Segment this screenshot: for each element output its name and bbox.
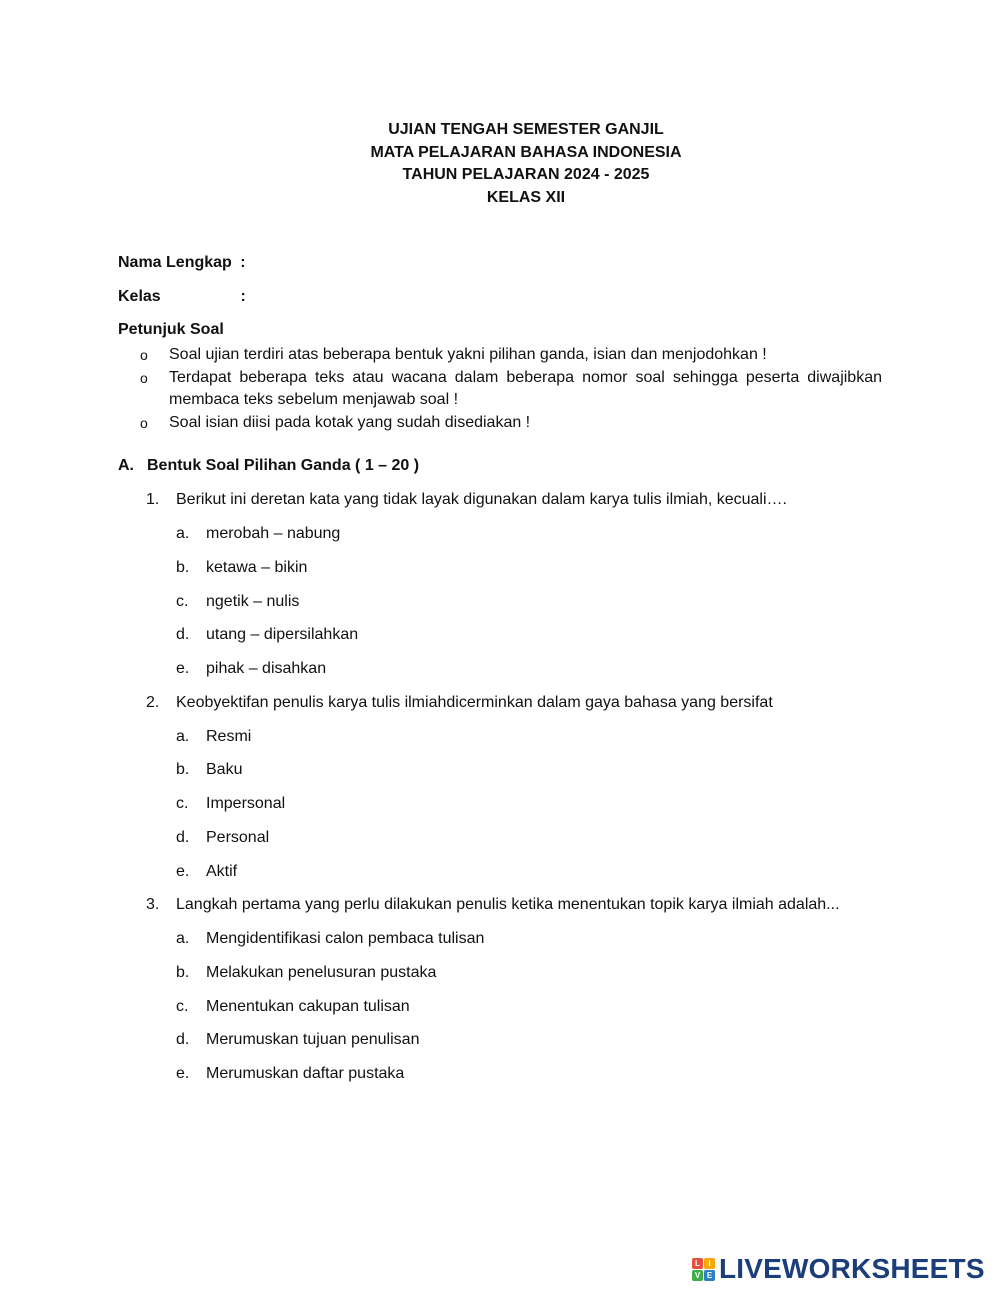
academic-year: TAHUN PELAJARAN 2024 - 2025 — [402, 166, 650, 183]
logo-tile: I — [704, 1258, 715, 1269]
q1-option-d[interactable]: d. utang – dipersilahkan — [176, 626, 359, 643]
q3-option-e[interactable]: e. Merumuskan daftar pustaka — [176, 1065, 405, 1082]
question-text: Langkah pertama yang perlu dilakukan penulis ketika menentukan topik karya ilmiah adalah... — [176, 896, 840, 913]
logo-tile: L — [692, 1258, 703, 1269]
bullet-marker: o — [140, 347, 148, 363]
class-label: Kelas — [118, 288, 161, 305]
q3-option-d[interactable]: d. Merumuskan tujuan penulisan — [176, 1031, 420, 1048]
class-field[interactable] — [118, 288, 246, 306]
logo-icon — [692, 1258, 715, 1281]
name-colon: : — [240, 254, 246, 271]
question-number: 1. — [146, 491, 160, 508]
instruction-item: o Soal isian diisi pada kotak yang sudah disediakan ! — [118, 412, 882, 435]
section-a-heading — [118, 457, 419, 475]
bullet-marker: o — [140, 414, 148, 431]
q1-option-c[interactable]: c. ngetik – nulis — [176, 593, 300, 610]
question-3 — [146, 896, 840, 914]
question-1 — [146, 491, 787, 509]
subject-title: MATA PELAJARAN BAHASA INDONESIA — [370, 143, 682, 161]
exam-header — [0, 119, 1000, 209]
section-title: Bentuk Soal Pilihan Ganda ( 1 – 20 ) — [147, 457, 420, 474]
liveworksheets-logo[interactable] — [692, 1252, 985, 1286]
bullet-marker: o — [140, 369, 148, 386]
instruction-item: o Terdapat beberapa teks atau wacana dalam beberapa nomor soal sehingga peserta diwajibkan — [118, 367, 882, 390]
q1-option-e[interactable]: e. pihak – disahkan — [176, 660, 327, 677]
question-text: Keobyektifan penulis karya tulis ilmiahdicerminkan dalam gaya bahasa yang bersifat — [176, 694, 773, 711]
question-2 — [146, 694, 773, 712]
q3-option-a[interactable]: a. Mengidentifikasi calon pembaca tulisan — [176, 930, 485, 947]
q1-option-b[interactable]: b. ketawa – bikin — [176, 559, 308, 576]
exam-title: UJIAN TENGAH SEMESTER GANJIL — [388, 121, 664, 138]
question-number: 3. — [146, 896, 160, 913]
question-number: 2. — [146, 694, 160, 711]
q2-option-e[interactable]: e. Aktif — [176, 863, 238, 880]
name-field[interactable] — [118, 254, 246, 272]
instructions-list — [118, 344, 882, 434]
q1-option-a[interactable]: a. merobah – nabung — [176, 525, 341, 542]
class-level: KELAS XII — [486, 188, 566, 206]
q2-option-a[interactable]: a. Resmi — [176, 728, 252, 745]
q2-option-d[interactable]: d. Personal — [176, 829, 270, 846]
q2-option-c[interactable]: c. Impersonal — [176, 795, 286, 812]
q2-option-b[interactable]: b. Baku — [176, 761, 243, 778]
instructions-title: Petunjuk Soal — [118, 321, 224, 338]
logo-tile: V — [692, 1270, 703, 1281]
q3-option-c[interactable]: c. Menentukan cakupan tulisan — [176, 998, 410, 1015]
logo-tile: E — [704, 1270, 715, 1281]
section-letter: A. — [118, 457, 134, 474]
instruction-item-continued: membaca teks sebelum menjawab soal ! — [169, 391, 459, 408]
instruction-item: o Soal ujian terdiri atas beberapa bentuk yakni pilihan ganda, isian dan menjodohkan ! — [118, 344, 882, 367]
class-colon: : — [240, 288, 246, 305]
name-label: Nama Lengkap — [118, 254, 232, 271]
q3-option-b[interactable]: b. Melakukan penelusuran pustaka — [176, 964, 437, 981]
question-text: Berikut ini deretan kata yang tidak layak digunakan dalam karya tulis ilmiah, kecuali…. — [176, 491, 787, 508]
logo-text: LIVEWORKSHEETS — [719, 1253, 985, 1284]
